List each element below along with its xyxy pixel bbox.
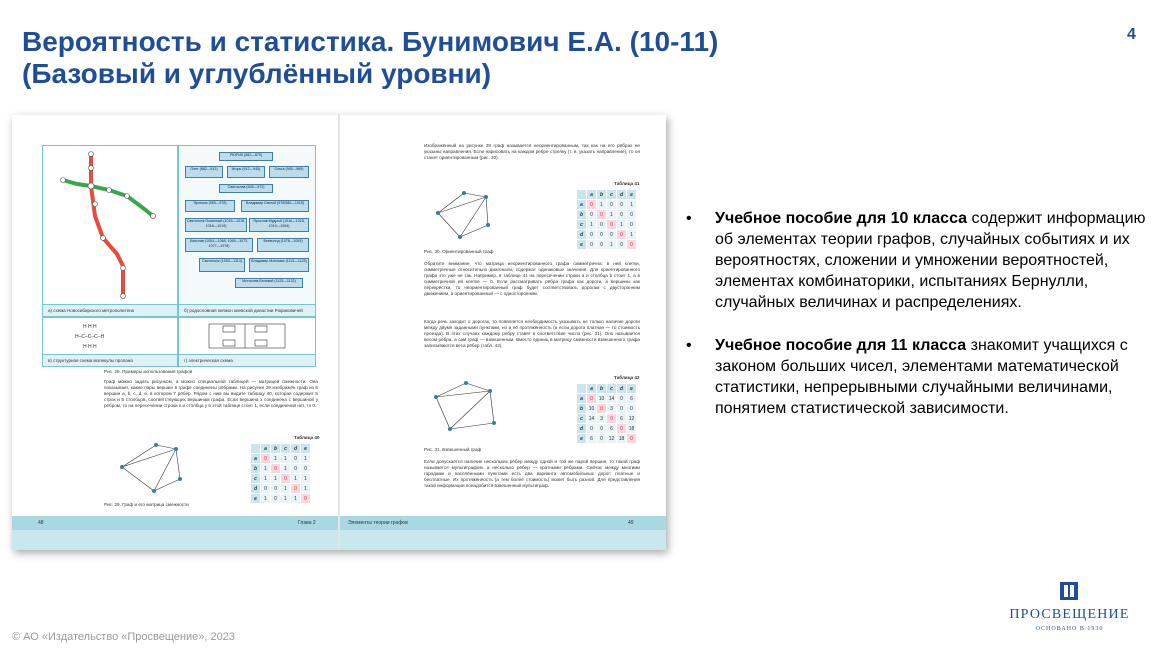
right-top-text: Изображённый на рисунке 29 граф называется неориентированным, так как на его рёбрах не указаны направления. Если нарисовать на каждом ребре стрелку (т. е. указать направление), то он станет ориентированным (рис. 30). <box>424 143 640 160</box>
metro-figure <box>42 145 178 317</box>
metro-station <box>121 294 126 299</box>
slide-title <box>22 26 1062 90</box>
weighted-graph-fig31 <box>426 377 506 441</box>
electric-circuit-diagram <box>179 318 315 354</box>
circuit-figure <box>178 317 316 367</box>
tree-node: Святослав (945—972) <box>219 184 273 193</box>
textbook-left-page <box>12 115 338 550</box>
propane-molecule-diagram <box>43 318 177 354</box>
table41-title: Таблица 41 <box>614 181 640 186</box>
metro-station <box>93 202 98 207</box>
list-item-grade-10 <box>686 208 1146 313</box>
table40: a b c d e a 0 1 1 0 1 b 1 0 1 0 0 c 1 1 0 1 1 d 0 0 1 0 1 e 1 0 1 1 0 <box>250 443 311 504</box>
metro-station <box>88 183 94 189</box>
metro-green-line <box>63 180 153 216</box>
bullet-bold-text: Учебное пособие для 11 класса <box>715 337 967 354</box>
metro-station <box>107 188 112 193</box>
tree-node: Владимир Святой (978/980—1015) <box>241 200 309 212</box>
right-middle-text: Обратите внимание, что матрица неориентированного графа симметрична: в ней клетки, симметричные относительно диагонали, содержат одинаковые значения. Для ориентированного графа это уже не так. Например, в таблице 41 на пересечении строки a и столбца b стоит 1, а в симметричной ей клетке — 0. Если рассматривать рёбра графа как дороги, а вершины как перекрёстки, то неориентированный граф будет соответствовать дорогам с двусторонним движением, а ориентированный — с односторонним. <box>424 261 640 296</box>
left-page-footer <box>12 516 338 550</box>
description-list <box>686 208 1146 441</box>
tree-node: Владимир Мономах (1113—1125) <box>249 258 309 272</box>
tree-node: Ярослав Мудрый (1016—1018, 1019—1054) <box>249 218 309 232</box>
left-footer-page: 48 <box>38 520 44 526</box>
fig31-caption: Рис. 31. Взвешенный граф <box>424 447 482 452</box>
metro-station <box>101 236 106 241</box>
table42-title: Таблица 42 <box>614 375 640 380</box>
metro-map-diagram <box>43 146 177 304</box>
tree-node: Святополк Окаянный (1015—1016, 1018—1019) <box>185 218 247 232</box>
tree-node: Игорь (912—945) <box>227 166 265 178</box>
directed-graph-fig30 <box>428 187 498 245</box>
table41: a b c d e a 0 1 0 0 1 b 0 0 1 0 0 c 1 0 0 1 0 d 0 0 0 0 1 e 0 0 1 0 0 <box>576 189 637 250</box>
table40-title: Таблица 40 <box>294 435 320 440</box>
tree-node: РЮРИК (862—879) <box>219 152 273 161</box>
right-footer-page: 49 <box>628 520 634 526</box>
propane-caption: в) структурная схема молекулы пропана <box>43 354 177 366</box>
slide-title-line2: (Базовый и углублённый уровни) <box>22 58 492 89</box>
svg-text:H H H: H H H <box>83 344 97 350</box>
family-tree-caption: б) родословная княжон киевской династии Рюриковичей <box>179 304 315 316</box>
metro-caption: а) схема Новосибирского метрополитена <box>43 304 177 316</box>
right-page-footer <box>340 516 666 550</box>
propane-figure <box>42 317 178 367</box>
metro-station <box>125 194 130 199</box>
left-footer-chapter: Глава 2 <box>298 520 316 526</box>
logo-name: ПРОСВЕЩЕНИЕ <box>1009 607 1130 622</box>
metro-station <box>61 178 66 183</box>
tree-node: Олег (882—912) <box>185 166 223 178</box>
slide-title-line1: Вероятность и статистика. Бунимович Е.А. (10-11) <box>22 26 719 57</box>
right-bottom-text: Если допускается наличие нескольких рёбер между одной и той же парой вершин, то такой граф называется мультиграфом, а несколько рёбер — кратными рёбрами. Сейчас между многими городами и населёнными пунктами есть два варианта автомобильных дорог: платные и бесплатные. Их протяжённость (а тем более стоимость) может быть разной. Для представления такой информации понадобится взвешенный мультиграф. <box>424 459 640 488</box>
fig29-caption: Рис. 29. Граф и его матрица смежности <box>104 502 189 507</box>
slide-page-number: 4 <box>1127 26 1136 43</box>
tree-node: Мстислав Великий (1125—1132) <box>235 278 303 288</box>
metro-station <box>89 166 94 171</box>
bullet-bold-text: Учебное пособие для 10 класса <box>715 210 968 227</box>
textbook-spread-image <box>12 115 666 550</box>
fig30-caption: Рис. 30. Ориентированный граф <box>424 249 494 254</box>
tree-node: Святополк (1093—1113) <box>199 258 245 272</box>
bullet-dot: • <box>686 210 692 227</box>
right-middle-text-2: Когда речь заходит о дорогах, то появляется необходимость указывать не только наличие дороги между двумя заданными пунктами, но и её протяжённость (а если дорога платная — то стоимость проезда). В этих случаях каждому ребру ставят в соответствие число (рис. 31). Оно называется весом ребра, а сам граф — взвешенным. Вместо единиц в матрицу смежности взвешенного графа записываются веса рёбер (табл. 42). <box>424 319 640 348</box>
metro-red-line <box>91 154 123 296</box>
bullet-text: знакомит учащихся с законом больших чисел, элементами математической статистики, непрерывными случайными величинами, понятием статистической зависимости. <box>715 337 1128 417</box>
fig28-caption: Рис. 28. Примеры использования графов <box>104 369 193 374</box>
textbook-right-page <box>340 115 666 550</box>
logo-emblem-icon <box>1059 580 1079 602</box>
bullet-dot: • <box>686 337 692 354</box>
circuit-caption: г) электрическая схема <box>179 354 315 366</box>
copyright-notice: © АО «Издательство «Просвещение», 2023 <box>12 631 235 643</box>
bullet-text: содержит информацию об элементах теории графов, случайных событиях и их вероятностях, сложении и умножении вероятностей, элементах комбинаторики, испытаниях Бернулли, случайных величинах и распределениях. <box>715 210 1146 311</box>
list-item-grade-11 <box>686 335 1146 419</box>
tree-node: Всеволод (1078—1093) <box>257 238 309 252</box>
metro-station <box>151 214 156 219</box>
tree-node: Ольга (945—969) <box>269 166 309 178</box>
graph-fig29 <box>110 437 192 497</box>
metro-station <box>89 152 94 157</box>
tree-node: Ярополк (969—978) <box>185 200 235 212</box>
svg-text:H–C–C–C–H: H–C–C–C–H <box>75 334 105 340</box>
logo-subtitle: ОСНОВАНО В 1930 <box>1035 626 1104 632</box>
left-body-text: Граф можно задать рисунком, а можно специальной таблицей — матрицей смежности. Она показывает, какие пары вершин в графе соединены рёбрами. На рисунке 29 изображён граф из 5 вершин a, b, c, d, e, в котором 7 рёбер. Рядом с ним вы видите таблицу 40, которая содержит 5 строк и 5 столбцов, соответствующих вершинам графа. Если вершина x соединена с вершиной y ребром, то на пересечении строки x и столбца y в этой таблице стоит 1, если соединения нет, то 0. <box>104 379 318 408</box>
metro-station <box>121 266 126 271</box>
table42: a b c d e a 0 10 14 0 6 b 10 0 3 0 0 c 14 3 0 6 12 d 0 0 6 0 18 e 6 0 12 18 0 <box>576 383 637 444</box>
prosveshchenie-logo <box>997 580 1142 630</box>
tree-node: Изяслав (1054—1068, 1069—1073, 1077—1078) <box>185 238 253 252</box>
svg-text:H H H: H H H <box>83 324 97 330</box>
family-tree-figure <box>178 145 316 317</box>
right-footer-section: Элементы теории графов <box>348 520 408 526</box>
